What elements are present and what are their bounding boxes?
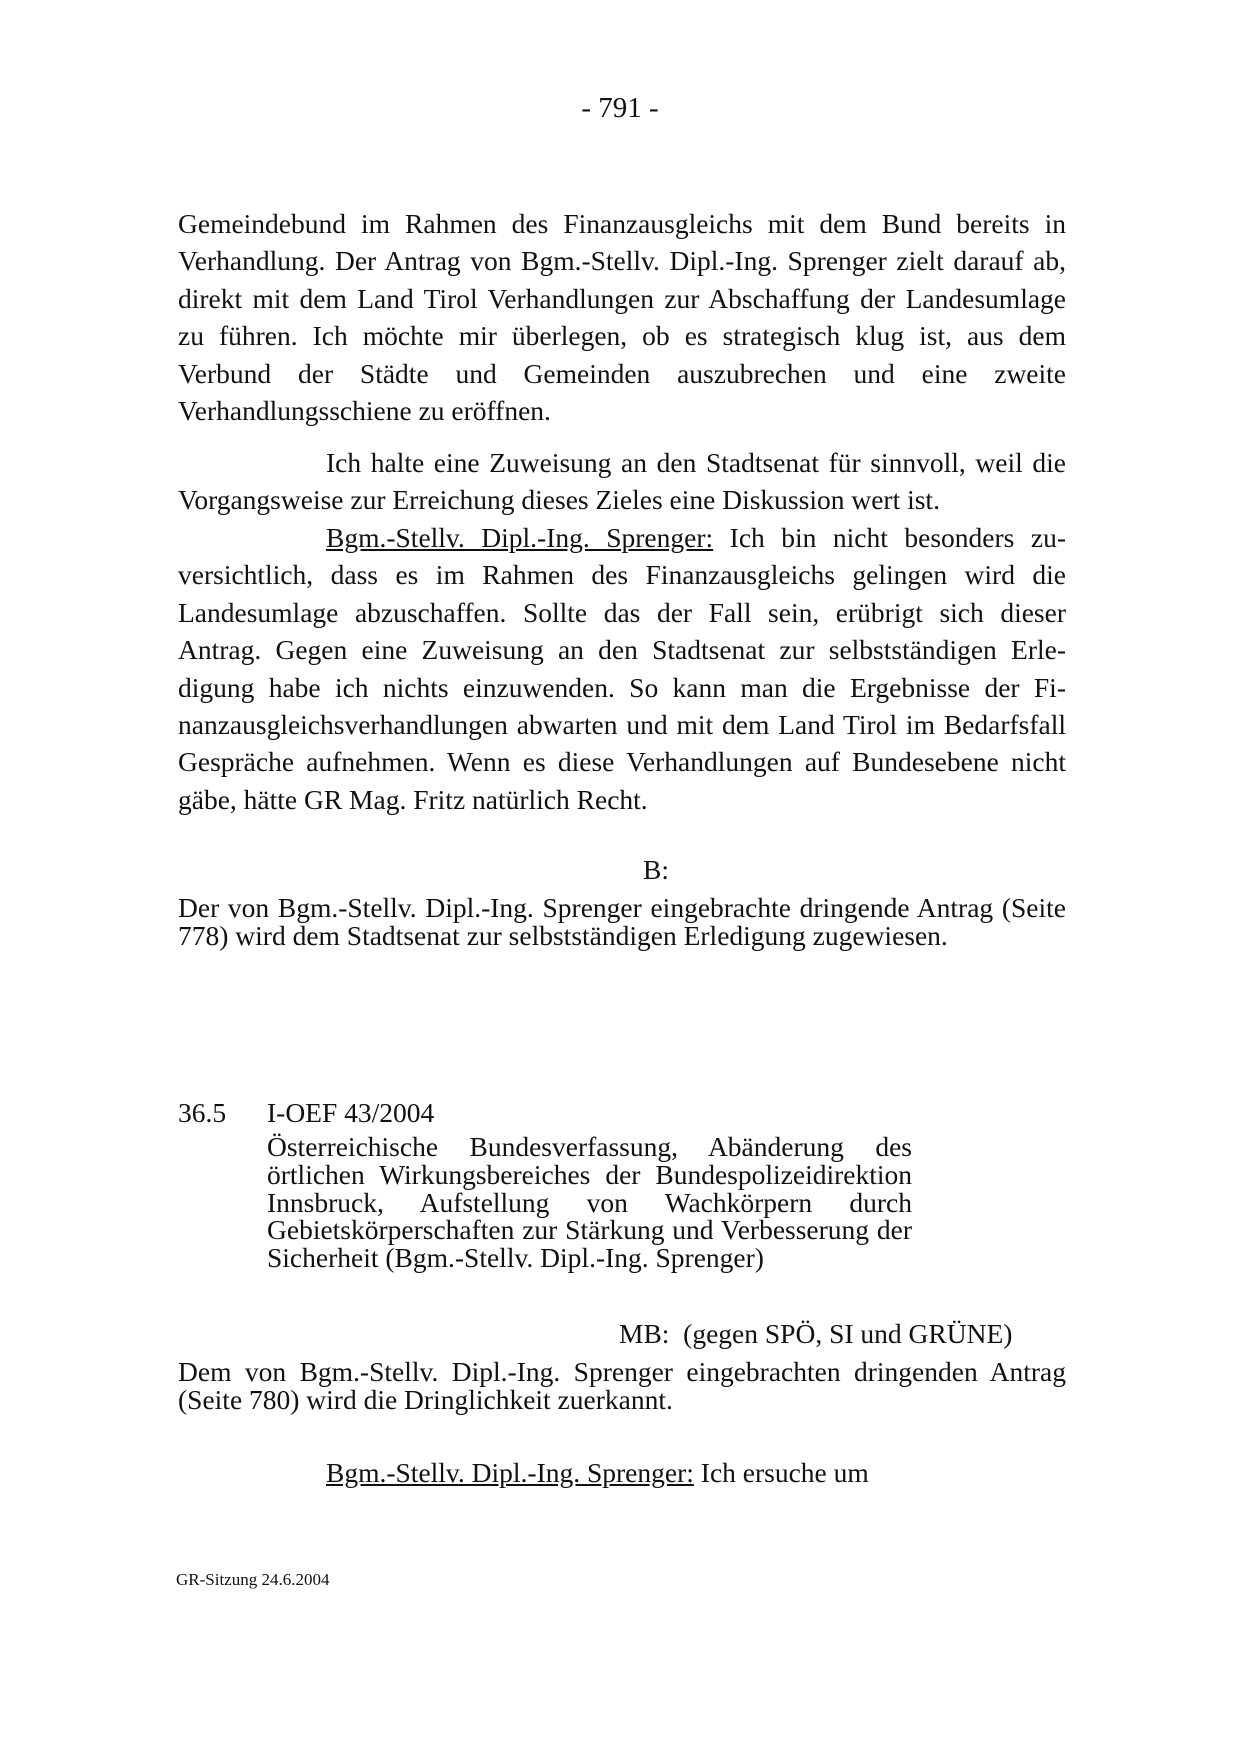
speaker-name: Bgm.-Stellv. Dipl.-Ing. Sprenger: [326,522,714,553]
paragraph-proposal [178,444,1066,519]
agenda-item-code: I-OEF 43/2004 [267,1097,435,1128]
agenda-item-number: 36.5 [178,1097,227,1128]
speech-text: Ich bin nicht besonders zuversichtlich, dass es im Rahmen des Finanzausgleichs gelingen wird die Landesumlage abzuschaffen. Sollte das der Fall sein, erübrigt sich dieser Antrag. Gegen eine Zuweisung an den Stadtsenat zur selbstständigen Erledigung habe ich nichts einzuwenden. So kann man die Ergebnisse der Finanzausgleichsverhandlungen abwarten und mit dem Land Tirol im Bedarfsfall Gespräche aufnehmen. Wenn es diese Verhandlungen auf Bundesebene nicht gäbe, hätte GR Mag. Fritz natürlich Recht. [178,522,1066,815]
decision-text-b: Der von Bgm.-Stellv. Dipl.-Ing. Sprenger eingebrachte dringende Antrag (Seite 778) wird dem Stadtsenat zur selbstständigen Erledigung zugewiesen. [178,892,1066,951]
page-number: - 791 - [581,92,659,124]
paragraph-text [178,519,1066,818]
paragraph-text: Ich halte eine Zuweisung an den Stadtsenat für sinnvoll, weil die Vorgangsweise zur Erreichung dieses Zieles eine Diskussion wert ist. [178,447,1066,516]
decision-text-mb: Dem von Bgm.-Stellv. Dipl.-Ing. Sprenger eingebrachten dringenden Antrag (Seite 780) wird die Dringlichkeit zuerkannt. [178,1356,1066,1415]
decision-label-mb: MB: (gegen SPÖ, SI und GRÜNE) [619,1318,1013,1349]
paragraph-continuation [178,205,1066,429]
decision-label-b: B: [643,854,669,885]
speaker-name: Bgm.-Stellv. Dipl.-Ing. Sprenger: [326,1457,694,1488]
paragraph-speaker-start [326,1457,869,1489]
paragraph-text: Gemeindebund im Rahmen des Finanzausgleichs mit dem Bund bereits in Verhandlung. Der Antrag von Bgm.-Stellv. Dipl.-Ing. Sprenger zielt darauf ab, direkt mit dem Land Tirol Verhandlungen zur Abschaffung der Landesumlage zu führen. Ich möchte mir überlegen, ob es strategisch klug ist, aus dem Verbund der Städte und Gemeinden auszubrechen und eine zweite Verhandlungsschiene zu eröffnen. [178,208,1066,427]
speech-text: Ich ersuche um [693,1457,869,1488]
agenda-item-description: Österreichische Bundesverfassung, Abänderung des örtlichen Wirkungsbereiches der Bundespolizeidirektion Innsbruck, Aufstellung von Wachkörpern durch Gebietskörperschaften zur Stärkung und Verbesserung der Sicherheit (Bgm.-Stellv. Dipl.-Ing. Sprenger) [267,1131,912,1274]
paragraph-speaker-reply [178,519,1066,818]
footer-session-date: GR-Sitzung 24.6.2004 [176,1570,330,1589]
